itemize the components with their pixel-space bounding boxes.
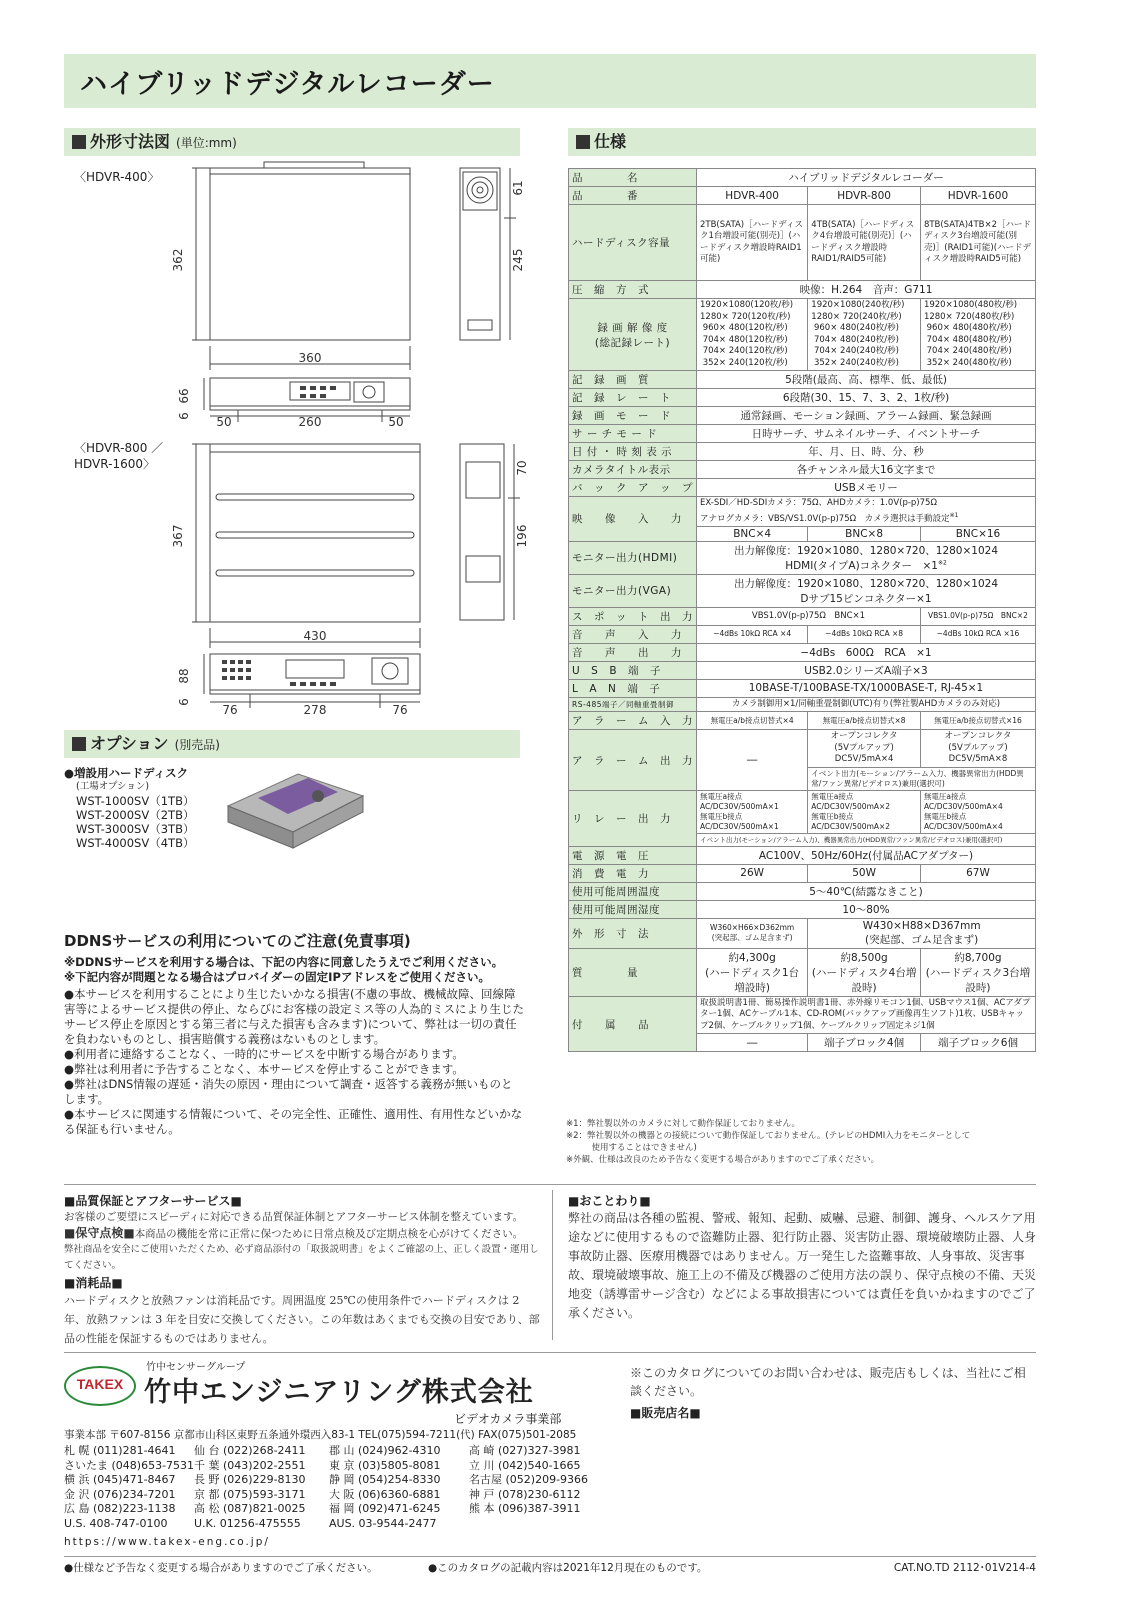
spec-value-cell: 5〜40℃(結露なきこと)	[697, 882, 1036, 900]
ddns-point: ●本サービスを利用することにより生じたいかなる損害(不慮の事故、機械故障、回線障害等によるサービス提供の停止、ならびにお客様の設定ミス等の人為的ミスにより生じたサービス停止を原因とする第三者に与えた損害も含みます)について、弊社は一切の責任を負わないものとし、損害賠償する義務はないものとします。	[64, 987, 524, 1046]
spec-value-cell: 端子ブロック4個	[808, 1034, 921, 1052]
spec-row-video-in	[569, 497, 1036, 527]
spec-label-cell: 記 録 画 質	[569, 371, 697, 389]
spec-label-cell: 電 源 電 圧	[569, 846, 697, 864]
ddns-bold-1: ※DDNSサービスを利用する場合は、下記の内容に同意したうえでご利用ください。	[64, 955, 504, 969]
spec-label-cell: ス ポ ッ ト 出 力	[569, 607, 697, 625]
ddns-bold-2: ※下記内容が問題となる場合はプロバイダーの固定IPアドレスをご使用ください。	[64, 970, 491, 984]
spec-row-alarm-out	[569, 730, 1036, 768]
ddns-point: ●弊社は利用者に予告することなく、本サービスを停止することができます。	[64, 1062, 464, 1076]
spec-label-cell: 記 録 レ ー ト	[569, 389, 697, 407]
option-model: WST-2000SV（2TB）	[76, 808, 195, 822]
dimensions-header	[64, 128, 520, 156]
drawing-hdvr-800-1600	[64, 436, 529, 718]
spec-value-cell: W430×H88×D367mm (突起部、ゴム足含まず)	[808, 918, 1036, 948]
spec-value-cell: HDVR-800	[808, 187, 921, 205]
spec-row-relay	[569, 790, 1036, 833]
spec-row-hdd	[569, 205, 1036, 281]
spec-row-lan	[569, 679, 1036, 697]
dimensions-unit: (単位:mm)	[176, 136, 237, 150]
spec-value-cell: 各チャンネル最大16文字まで	[697, 461, 1036, 479]
spec-row-size	[569, 918, 1036, 948]
spec-label-cell: カメラタイトル表示	[569, 461, 697, 479]
spec-label-cell: バ ッ ク ア ッ プ	[569, 479, 697, 497]
square-bullet-icon	[72, 737, 86, 751]
spec-value-cell: カメラ制御用×1/同軸重畳制御(UTC)有り(弊社製AHDカメラのみ対応)	[697, 697, 1036, 712]
option-model: WST-1000SV（1TB）	[76, 794, 195, 808]
spec-row-datetime	[569, 443, 1036, 461]
spec-label-cell: ア ラ ー ム 入 力	[569, 712, 697, 730]
spec-value-cell: 約4,300g (ハードディスク1台増設時)	[697, 948, 808, 996]
ddns-notice	[64, 930, 524, 1137]
spec-row-spot	[569, 607, 1036, 625]
spec-label-cell: U S B 端 子	[569, 661, 697, 679]
dim-b-side1: 70	[515, 460, 529, 476]
spec-value-cell: オープンコレクタ (5Vプルアップ) DC5V/5mA×8	[920, 730, 1035, 768]
spec-row-temp	[569, 882, 1036, 900]
page-title: ハイブリッドデジタルレコーダー	[80, 69, 495, 100]
spec-value-cell: HDVR-400	[697, 187, 808, 205]
spec-label-cell: RS-485端子／同軸重畳制御	[569, 697, 697, 712]
dim-b-width: 430	[303, 629, 327, 643]
option-item: ●増設用ハードディスク	[64, 766, 189, 780]
spec-value-cell: 出力解像度：1920×1080、1280×720、1280×1024 HDMI(タイプA)コネクター $\times 1^{※2}$	[697, 541, 1036, 574]
spec-row-humidity	[569, 900, 1036, 918]
spec-header	[568, 128, 1036, 156]
spec-label-cell: 品 番	[569, 187, 697, 205]
spec-row-consumption	[569, 864, 1036, 882]
spec-label-cell: モニター出力(VGA)	[569, 574, 697, 607]
spec-value-cell: 67W	[920, 864, 1035, 882]
spec-value-cell: USB2.0シリーズA端子×3	[697, 661, 1036, 679]
spec-value-cell: 1920×1080(120枚/秒) 1280× 720(120枚/秒) 960× 480(120枚/秒) 704× 480(120枚/秒) 704× 240(120枚/秒) 352× 240(120枚/秒)	[697, 299, 808, 371]
dim-b-f1: 76	[222, 703, 238, 717]
dim-b-side2: 196	[515, 524, 529, 548]
spec-value-cell: AC100V、50Hz/60Hz(付属品ACアダプター)	[697, 846, 1036, 864]
spec-label-cell: 日 付 ・ 時 刻 表 示	[569, 443, 697, 461]
spec-row-mode	[569, 407, 1036, 425]
spec-row-camtitle	[569, 461, 1036, 479]
spec-label-cell: 質 量	[569, 948, 697, 996]
divider	[64, 1184, 1036, 1185]
spec-value-cell: BNC×16	[920, 526, 1035, 541]
spec-value-cell: 日時サーチ、サムネイルサーチ、イベントサーチ	[697, 425, 1036, 443]
takex-logo: TAKEX	[64, 1366, 136, 1406]
spec-row-alarm-in	[569, 712, 1036, 730]
spec-table	[568, 168, 1036, 1052]
spec-value-cell: イベント出力(モーション/アラーム入力)、機器異常出力(HDD異常/ファン異常/ビデオロス)兼用(選択可)	[697, 833, 1036, 846]
spec-value-cell: ハイブリッドデジタルレコーダー	[697, 169, 1036, 187]
dim-b-6: 6	[177, 698, 191, 706]
square-bullet-icon	[72, 135, 86, 149]
spec-label-cell: 品 名	[569, 169, 697, 187]
model-label-800-1600: 〈HDVR-800 ／ HDVR-1600〉	[74, 441, 164, 471]
spec-value-cell: 年、月、日、時、分、秒	[697, 443, 1036, 461]
dim-a-6: 6	[177, 412, 191, 420]
dim-a-f3: 50	[388, 415, 404, 429]
spec-value-cell: 5段階(最高、高、標準、低、最低)	[697, 371, 1036, 389]
company-group: 竹中センサーグループ	[146, 1362, 246, 1373]
company-url[interactable]: https://www.takex-eng.co.jp/	[64, 1536, 270, 1548]
spec-label-cell: 使用可能周囲湿度	[569, 900, 697, 918]
spec-label-cell: 使用可能周囲温度	[569, 882, 697, 900]
hard-disk-image	[218, 766, 368, 852]
spec-value-cell: 出力解像度：1920×1080、1280×720、1280×1024 Dサブ15ピンコネクター×1	[697, 574, 1036, 607]
spec-row-accessory	[569, 996, 1036, 1034]
dim-b-depth: 367	[171, 524, 185, 548]
dim-a-side2: 245	[511, 248, 525, 272]
dim-b-f2: 278	[303, 703, 327, 717]
spec-label-cell: 録 画 モ ー ド	[569, 407, 697, 425]
dim-b-f3: 76	[392, 703, 408, 717]
spec-value-cell: 10〜80%	[697, 900, 1036, 918]
spec-value-cell: −4dBs 10kΩ RCA ×4	[697, 625, 808, 643]
spec-value-cell: EX-SDI／HD-SDIカメラ：75Ω、AHDカメラ：1.0V(p-p)75Ω アナログカメラ：VBS/VS1.0V(p-p)75Ω カメラ選択は手動設定$^{※1}$	[697, 497, 1036, 527]
ddns-point: ●本サービスに関連する情報について、その完全性、正確性、適用性、有用性などいかなる保証も行いません。	[64, 1107, 523, 1136]
company-hq: 事業本部 〒607-8156 京都市山科区東野五条通外環西入83-1 TEL(075)594-7211(代) FAX(075)501-2085	[64, 1429, 577, 1441]
spec-value-cell: 取扱説明書1冊、簡易操作説明書1冊、赤外線リモコン1個、USBマウス1個、ACアダプター1個、ACケーブル1本、CD-ROM(バックアップ画像再生ソフト)1枚、USBキャップ2個、ケーブルクリップ1個、ケーブルクリップ固定ネジ1個	[697, 996, 1036, 1034]
spec-row-resolution	[569, 299, 1036, 371]
spec-label-cell: ハードディスク容量	[569, 205, 697, 281]
spec-notes: ※1：弊社製以外のカメラに対して動作保証しておりません。 ※2：弊社製以外の機器との接続について動作保証しておりません。(テレビのHDMI入力をモニターとして 使用することはできません) ※外観、仕様は改良のため予告なく変更する場合がありますのでご了承ください。	[566, 1119, 971, 1165]
spec-value-cell: 無電圧a接点 AC/DC30V/500mA×4 無電圧b接点 AC/DC30V/500mA×4	[920, 790, 1035, 833]
option-sub: (別売品)	[174, 738, 220, 752]
spec-row-vga	[569, 574, 1036, 607]
spec-row-hdmi	[569, 541, 1036, 574]
dim-a-side1: 61	[511, 180, 525, 196]
footer-left: ●仕様など予告なく変更する場合がありますのでご了承ください。	[64, 1562, 378, 1574]
spec-value-cell: オープンコレクタ (5Vプルアップ) DC5V/5mA×4	[808, 730, 921, 768]
drawing-hdvr-400	[64, 160, 524, 430]
spec-label-cell: モニター出力(HDMI)	[569, 541, 697, 574]
spec-row-name	[569, 169, 1036, 187]
option-model: WST-4000SV（4TB）	[76, 836, 195, 850]
spec-value-cell: 映像：H.264 音声：G711	[697, 281, 1036, 299]
spec-label-cell: 消 費 電 力	[569, 864, 697, 882]
option-model: WST-3000SV（3TB）	[76, 822, 195, 836]
divider	[552, 1190, 553, 1340]
option-header	[64, 730, 520, 758]
dim-a-height: 66	[177, 388, 191, 404]
spec-value-cell: 無電圧a/b接点切替式×16	[920, 712, 1035, 730]
spec-label-cell: 付 属 品	[569, 996, 697, 1052]
spec-label-cell: 録 画 解 像 度 (総記録レート)	[569, 299, 697, 371]
spec-value-cell: 無電圧a接点 AC/DC30V/500mA×2 無電圧b接点 AC/DC30V/500mA×2	[808, 790, 921, 833]
spec-label-cell: L A N 端 子	[569, 679, 697, 697]
spec-value-cell: イベント出力(モーション/アラーム入力、機器異常出力(HDD異常/ファン異常/ビデオロス)兼用(選択可)	[808, 767, 1036, 790]
spec-value-cell: 約8,500g (ハードディスク4台増設時)	[808, 948, 921, 996]
ddns-point: ●利用者に連絡することなく、一時的にサービスを中断する場合があります。	[64, 1047, 464, 1061]
company-name: 竹中エンジニアリング株式会社	[144, 1377, 534, 1408]
dim-a-width: 360	[298, 351, 322, 365]
spec-value-cell: USBメモリー	[697, 479, 1036, 497]
spec-value-cell: 2TB(SATA)［ハードディスク1台増設可能(別売)］(ハードディスク増設時RAID1可能)	[697, 205, 808, 281]
option-item-sub: (工場オプション)	[76, 781, 150, 792]
spec-value-cell: 端子ブロック6個	[920, 1034, 1035, 1052]
quality-section: ■品質保証とアフターサービス■ お客様のご要望にスピーディに対応できる品質保証体制とアフターサービス体制を整えています。 ■保守点検■本商品の機能を常に正常に保つために日常点検及び定期点検を心がけてください。 弊社商品を安全にご使用いただくため、必ず商品添付の「取扱説明書」をよくご確認の上、正しく設置・運用してください。 ■消耗品■ ハードディスクと放熱ファンは消耗品です。周囲温度 25℃の使用条件でハードディスクは 2 年、放熱ファンは 3 年を目安に交換してください。この年数はあくまでも交換の目安であり、部品の性能を保証するものではありません。	[64, 1194, 540, 1345]
spec-value-cell: 10BASE-T/100BASE-TX/1000BASE-T, RJ-45×1	[697, 679, 1036, 697]
spec-value-cell: BNC×4	[697, 526, 808, 541]
spec-row-usb	[569, 661, 1036, 679]
spec-label-cell: サ ー チ モ ー ド	[569, 425, 697, 443]
spec-value-cell: 6段階(30、15、7、3、2、1枚/秒)	[697, 389, 1036, 407]
spec-row-model	[569, 187, 1036, 205]
dim-a-f2: 260	[298, 415, 322, 429]
spec-row-rate	[569, 389, 1036, 407]
company-division: ビデオカメラ事業部	[454, 1412, 562, 1426]
spec-value-cell: 4TB(SATA)［ハードディスク4台増設可能(別売)］(ハードディスク増設時RAID1/RAID5可能)	[808, 205, 921, 281]
spec-row-compress	[569, 281, 1036, 299]
dimensions-heading: 外形寸法図	[90, 132, 171, 151]
spec-value-cell: 無電圧a接点 AC/DC30V/500mA×1 無電圧b接点 AC/DC30V/500mA×1	[697, 790, 808, 833]
dealer-label: ■販売店名■	[630, 1406, 701, 1420]
spec-value-cell: 無電圧a/b接点切替式×8	[808, 712, 921, 730]
spec-value-cell: BNC×8	[808, 526, 921, 541]
ddns-point: ●弊社はDNS情報の遅延・消失の原因・理由について調査・返答する義務が無いものとします。	[64, 1077, 513, 1106]
title-bar	[64, 54, 1036, 108]
option-heading: オプション	[90, 734, 169, 753]
spec-value-cell: −4dBs 10kΩ RCA ×8	[808, 625, 921, 643]
spec-row-audio-out	[569, 643, 1036, 661]
spec-value-cell: 1920×1080(480枚/秒) 1280× 720(480枚/秒) 960× 480(480枚/秒) 704× 480(480枚/秒) 704× 240(480枚/秒) 352× 240(480枚/秒)	[920, 299, 1035, 371]
spec-value-cell: ―	[697, 730, 808, 791]
option-list	[64, 766, 224, 850]
dim-b-height: 88	[177, 668, 191, 684]
spec-value-cell: W360×H66×D362mm (突起部、ゴム足含まず)	[697, 918, 808, 948]
spec-label-cell: 外 形 寸 法	[569, 918, 697, 948]
footer-right: CAT.NO.TD 2112･01V214-4	[893, 1562, 1036, 1574]
spec-value-cell: −4dBs 10kΩ RCA ×16	[920, 625, 1035, 643]
spec-value-cell: 通常録画、モーション録画、アラーム録画、緊急録画	[697, 407, 1036, 425]
spec-label-cell: 映 像 入 力	[569, 497, 697, 542]
disclaimer-section: ■おことわり■ 弊社の商品は各種の監視、警戒、報知、起動、威嚇、忌避、制御、護身、ヘルスケア用途などに使用するもので盗難防止器、犯行防止器、災害防止器、環境破壊防止器、人身事故防止器、医療用機器ではありません。万一発生した盗難事故、人身事故、災害事故、環境破壊事故、施工上の不備及び機器のご使用方法の誤り、保守点検の不備、天災地変（誘導雷サージ含む）などによる事故損害については責任を負いかねますのでご了承ください。	[568, 1194, 1037, 1320]
spec-label-cell: 音 声 入 力	[569, 625, 697, 643]
spec-value-cell: VBS1.0V(p-p)75Ω BNC×1	[697, 607, 921, 625]
ddns-title: DDNSサービスの利用についてのご注意(免責事項)	[64, 932, 411, 950]
spec-value-cell: −4dBs 600Ω RCA ×1	[697, 643, 1036, 661]
spec-value-cell: VBS1.0V(p-p)75Ω BNC×2	[920, 607, 1035, 625]
spec-value-cell: 1920×1080(240枚/秒) 1280× 720(240枚/秒) 960× 480(240枚/秒) 704× 480(240枚/秒) 704× 240(240枚/秒) 352× 240(240枚/秒)	[808, 299, 921, 371]
dim-a-f1: 50	[216, 415, 232, 429]
spec-value-cell: 26W	[697, 864, 808, 882]
spec-label-cell: ア ラ ー ム 出 力	[569, 730, 697, 791]
contact-note: ※このカタログについてのお問い合わせは、販売店もしくは、当社にご相談ください。	[630, 1366, 1026, 1398]
spec-row-rs485	[569, 697, 1036, 712]
spec-row-backup	[569, 479, 1036, 497]
footer-mid: ●このカタログの記載内容は2021年12月現在のものです。	[428, 1562, 708, 1574]
spec-value-cell: 約8,700g (ハードディスク3台増設時)	[920, 948, 1035, 996]
square-bullet-icon	[576, 135, 590, 149]
model-label-400: 〈HDVR-400〉	[74, 170, 160, 184]
spec-label-cell: 音 声 出 力	[569, 643, 697, 661]
divider	[64, 1556, 1036, 1557]
spec-value-cell: HDVR-1600	[920, 187, 1035, 205]
spec-value-cell: 50W	[808, 864, 921, 882]
spec-label-cell: 圧 縮 方 式	[569, 281, 697, 299]
spec-row-quality	[569, 371, 1036, 389]
spec-value-cell: 8TB(SATA)4TB×2［ハードディスク3台増設可能(別売)］(RAID1可能)(ハードディスク増設時RAID5可能)	[920, 205, 1035, 281]
spec-label-cell: リ レ ー 出 力	[569, 790, 697, 846]
spec-row-power	[569, 846, 1036, 864]
spec-value-cell: 無電圧a/b接点切替式×4	[697, 712, 808, 730]
spec-row-mass	[569, 948, 1036, 996]
spec-row-audio-in	[569, 625, 1036, 643]
footer	[64, 1560, 1036, 1576]
divider	[64, 1352, 1036, 1353]
dim-a-depth: 362	[171, 248, 185, 272]
spec-heading: 仕様	[594, 132, 627, 151]
spec-row-search	[569, 425, 1036, 443]
office-list: 札 幌 (011)281-4641 仙 台 (022)268-2411 郡 山 (024)962-4310 高 崎 (027)327-3981 さいたま (048)653-7531 千 葉 (043)202-2551 東 京 (03)5805-8081 立 川 (042)540-1665 横 浜 (045)471-8467 長 野 (026)229-8130 静 岡 (054)254-8330 名古屋 (052)209-9366 金 沢 (076)234-7201 京 都 (075)593-3171 大 阪 (06)6360-6881 神 戸 (078)230-6112 広 島 (082)223-1138 高 松 (087)821-0025 福 岡 (092)471-6245 熊 本 (096)387-3911 U.S. 408-747-0100 U.K. 01256-475555 AUS. 03-9544-2477	[64, 1444, 589, 1530]
spec-value-cell: ―	[697, 1034, 808, 1052]
